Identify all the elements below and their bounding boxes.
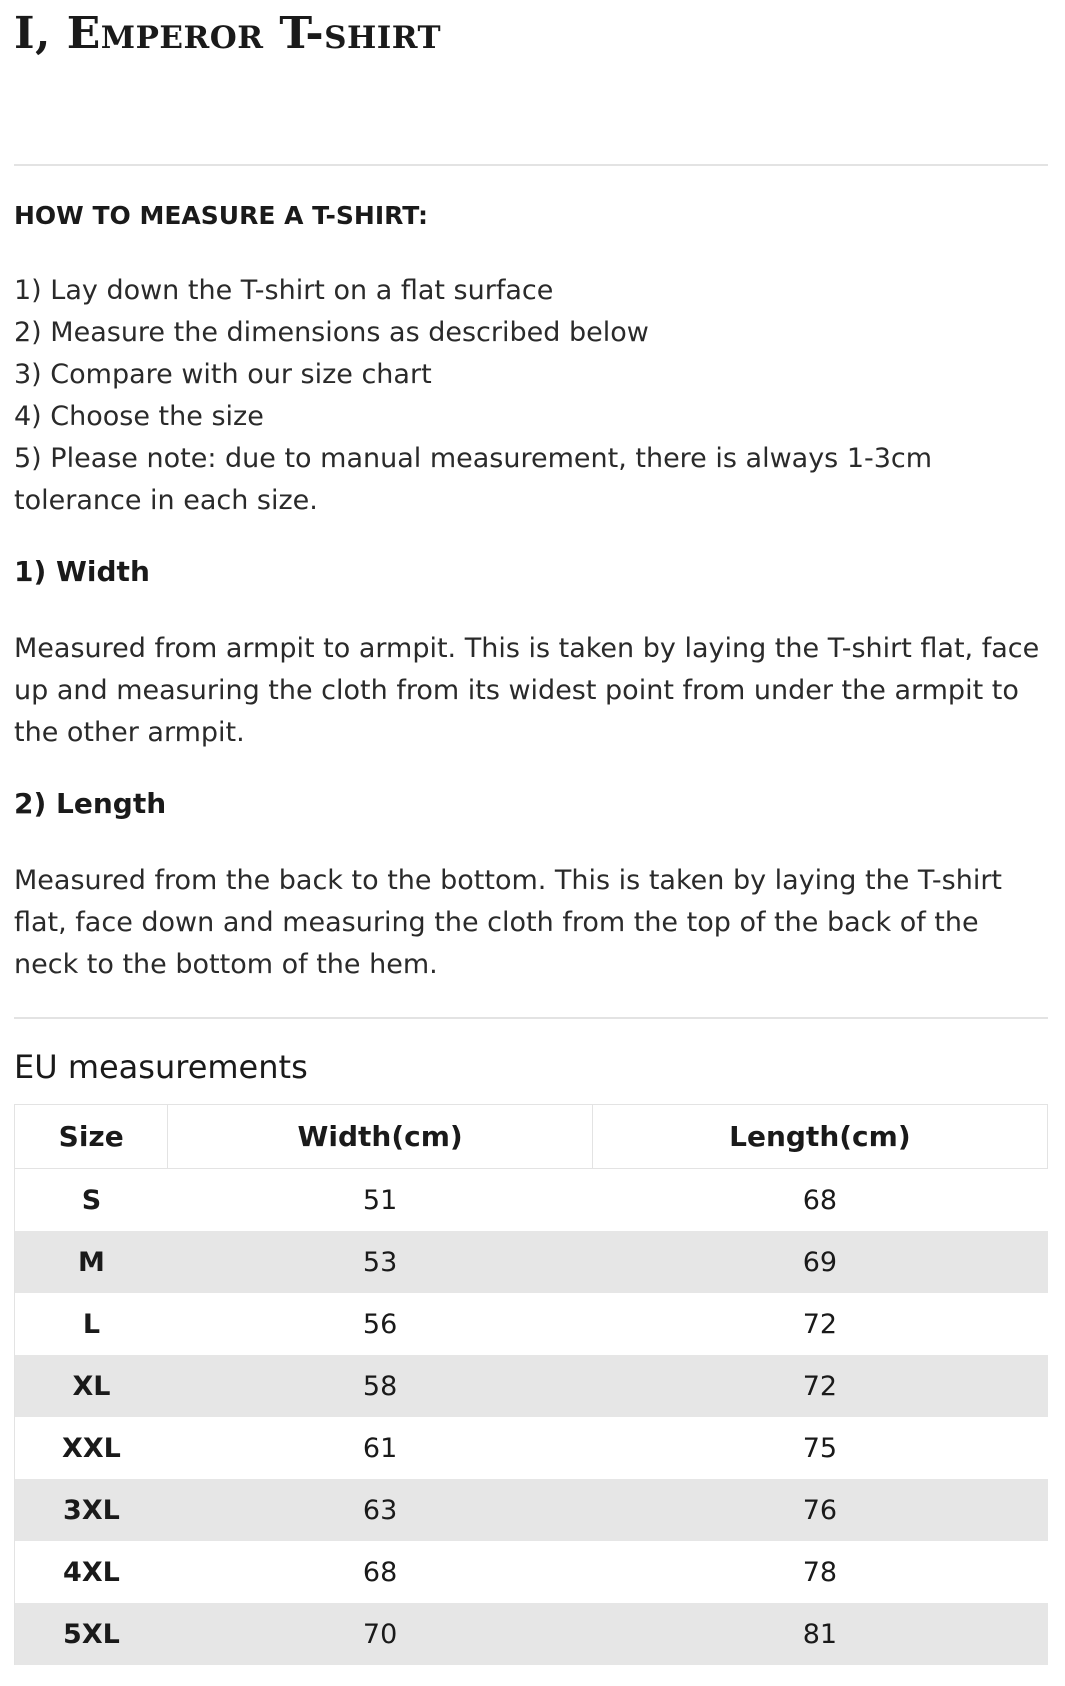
width-cell: 61 [362, 1432, 398, 1464]
size-cell: L [15, 1293, 168, 1355]
measure-step: 1) Lay down the T-shirt on a flat surface [14, 275, 554, 306]
product-title: I, Emperor T-shirt [14, 8, 442, 59]
how-to-measure-heading: HOW TO MEASURE A T-SHIRT: [14, 201, 428, 230]
width-cell: 63 [168, 1479, 592, 1541]
measure-step: 3) Compare with our size chart [14, 359, 432, 390]
length-cell: 69 [592, 1231, 1047, 1293]
column-header-length: Length(cm) [592, 1105, 1047, 1169]
table-row [15, 1355, 1048, 1417]
divider [14, 164, 1048, 166]
length-cell: 78 [802, 1556, 838, 1588]
size-cell: 3XL [15, 1479, 168, 1541]
divider [14, 1017, 1048, 1019]
column-header-width: Width(cm) [168, 1105, 592, 1169]
table-row [15, 1293, 1048, 1355]
table-row [15, 1169, 1048, 1232]
table-row [15, 1603, 1048, 1665]
width-cell: 70 [168, 1603, 592, 1665]
width-description: Measured from armpit to armpit. This is taken by laying the T-shirt flat, face up and measuring the cloth from its widest point from under the armpit to the other armpit. [14, 633, 1040, 748]
table-row [15, 1541, 1048, 1603]
width-cell: 58 [168, 1355, 592, 1417]
table-row [15, 1231, 1048, 1293]
column-header-size: Size [15, 1105, 168, 1169]
length-cell: 72 [592, 1355, 1047, 1417]
size-cell: XXL [15, 1417, 168, 1479]
width-cell: 51 [362, 1184, 398, 1216]
table-row [15, 1479, 1048, 1541]
table-header-row [15, 1105, 1048, 1169]
table-row [15, 1417, 1048, 1479]
size-cell: 5XL [15, 1603, 168, 1665]
size-cell: 4XL [15, 1541, 168, 1603]
width-heading: 1) Width [14, 555, 150, 588]
length-cell: 81 [592, 1603, 1047, 1665]
measure-step: 4) Choose the size [14, 401, 264, 432]
length-description: Measured from the back to the bottom. This is taken by laying the T-shirt flat, face down and measuring the cloth from the top of the back of the neck to the bottom of the hem. [14, 865, 1003, 980]
size-cell: S [15, 1169, 168, 1232]
width-cell: 53 [168, 1231, 592, 1293]
length-cell: 72 [802, 1308, 838, 1340]
length-cell: 75 [802, 1432, 838, 1464]
measure-step: 5) Please note: due to manual measurement, there is always 1-3cm tolerance in each size. [14, 443, 933, 516]
width-cell: 68 [362, 1556, 398, 1588]
length-cell: 76 [592, 1479, 1047, 1541]
size-cell: M [15, 1231, 168, 1293]
size-chart-table [14, 1104, 1048, 1665]
size-chart-caption: EU measurements [14, 1048, 308, 1086]
measure-steps-list [14, 270, 1048, 522]
width-cell: 56 [362, 1308, 398, 1340]
length-cell: 68 [802, 1184, 838, 1216]
length-heading: 2) Length [14, 787, 167, 820]
measure-step: 2) Measure the dimensions as described below [14, 317, 649, 348]
size-cell: XL [15, 1355, 168, 1417]
